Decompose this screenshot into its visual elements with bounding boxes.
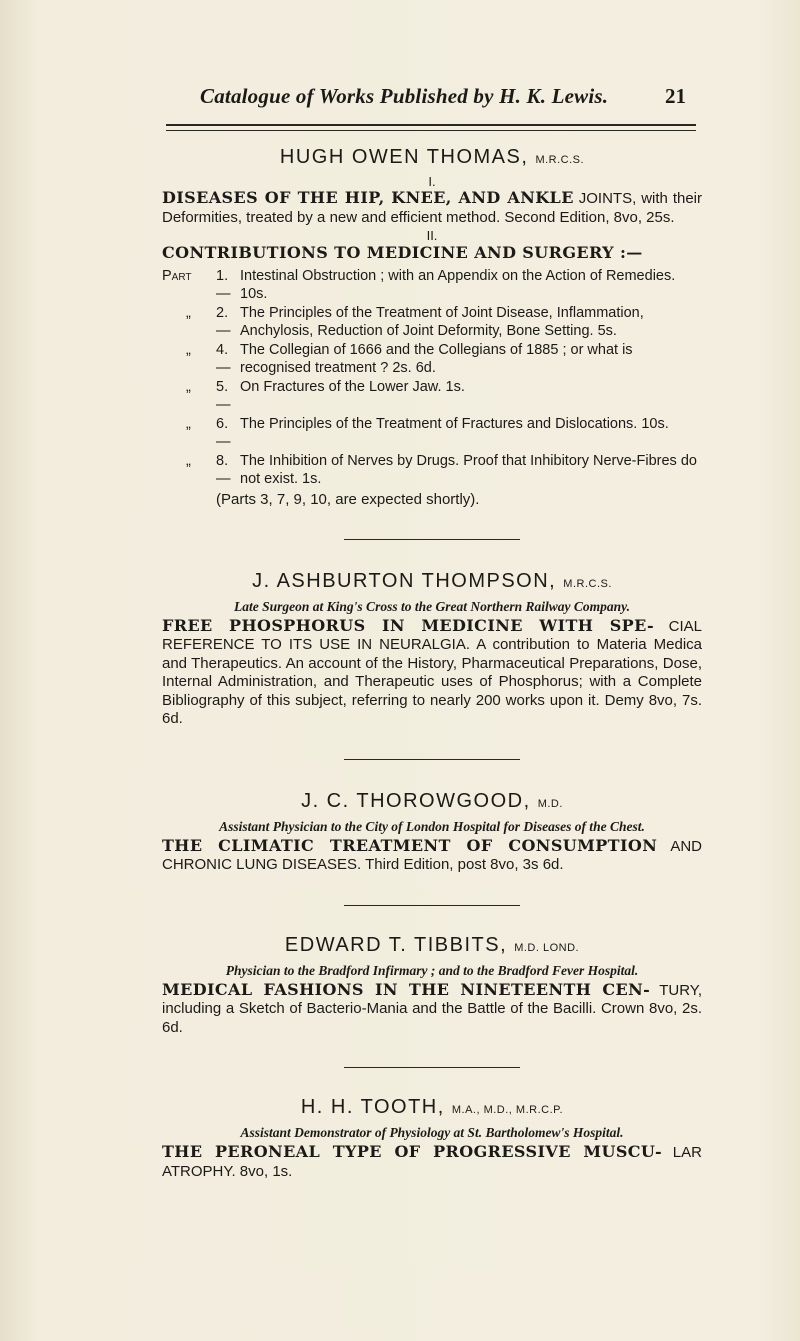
- author-name-text: EDWARD T. TIBBITS,: [284, 933, 508, 956]
- author-name: [162, 1096, 702, 1121]
- running-title: Catalogue of Works Published by H. K. Lewis.: [200, 84, 609, 108]
- author-degrees: M.D.: [537, 797, 563, 810]
- author-degrees: M.A., M.D., M.R.C.P.: [451, 1104, 564, 1116]
- part-number: 1.—: [216, 267, 231, 302]
- work-title: FREE PHOSPHORUS IN MEDICINE WITH SPE-: [162, 615, 655, 635]
- author-name: [162, 934, 702, 959]
- part-text: The Principles of the Treatment of Joint Disease, Inflammation, Anchylosis, Reduction of Joint Deformity, Bone Setting. 5s.: [240, 304, 644, 339]
- author-affiliation: Late Surgeon at King's Cross to the Great Northern Railway Company.: [234, 598, 630, 614]
- work-description: TURY, including a Sketch of Bacterio-Mania and the Battle of the Bacilli. Crown 8vo, 2s. 6d.: [162, 981, 702, 1036]
- author-name: [162, 570, 702, 595]
- part-number: 6.—: [216, 415, 231, 450]
- part-text: The Collegian of 1666 and the Collegians of 1885 ; or what is recognised treatment ? 2s. 6d.: [240, 341, 633, 376]
- part-number: 5.—: [216, 378, 231, 413]
- work-description: JOINTS, with their Deformities, treated by a new and efficient method. Second Edition, 8vo, 25s.: [162, 190, 702, 226]
- part-item: [162, 304, 702, 341]
- author-degrees: M.R.C.S.: [535, 154, 585, 166]
- part-lead: „: [186, 304, 191, 321]
- page-header: [166, 84, 696, 116]
- work-title: THE PERONEAL TYPE OF PROGRESSIVE MUSCU-: [162, 1142, 663, 1161]
- part-item: [162, 267, 702, 304]
- part-text: The Principles of the Treatment of Fractures and Dislocations. 10s.: [240, 415, 669, 432]
- work-entry: [162, 837, 702, 875]
- page-number: 21: [665, 84, 686, 108]
- part-text: On Fractures of the Lower Jaw. 1s.: [240, 378, 465, 395]
- work-entry: [162, 617, 702, 729]
- part-text: Intestinal Obstruction ; with an Appendix on the Action of Remedies. 10s.: [240, 267, 676, 302]
- work-numeral: I.: [428, 174, 436, 189]
- work-entry: [162, 981, 702, 1038]
- author-entry-thomas: [162, 146, 702, 509]
- section-divider: [344, 1067, 520, 1068]
- author-affiliation: Assistant Demonstrator of Physiology at St. Bartholomew's Hospital.: [240, 1125, 624, 1140]
- catalogue-content: [162, 140, 702, 1181]
- author-affiliation: Physician to the Bradford Infirmary ; and to the Bradford Fever Hospital.: [225, 962, 639, 978]
- author-name-text: J. ASHBURTON THOMPSON,: [252, 569, 557, 592]
- author-affiliation: Assistant Physician to the City of London Hospital for Diseases of the Chest.: [219, 818, 645, 834]
- work-title: MEDICAL FASHIONS IN THE NINETEENTH CEN-: [162, 979, 651, 999]
- part-number: 2.—: [216, 304, 231, 339]
- part-lead: Part: [162, 267, 192, 284]
- author-name: [162, 146, 702, 171]
- author-name-text: J. C. THOROWGOOD,: [301, 789, 531, 812]
- work-description: LAR ATROPHY. 8vo, 1s.: [162, 1144, 702, 1180]
- part-item: [162, 341, 702, 378]
- author-name: [162, 790, 702, 815]
- author-entry-thompson: [162, 570, 702, 729]
- part-number: 8.—: [216, 452, 231, 487]
- section-divider: [344, 539, 520, 540]
- part-lead: „: [186, 378, 191, 395]
- author-degrees: M.R.C.S.: [563, 577, 612, 590]
- part-number: 4.—: [216, 341, 231, 376]
- parts-list: [162, 267, 702, 489]
- section-divider: [344, 759, 520, 760]
- author-entry-tibbits: [162, 934, 702, 1038]
- work-entry: [162, 1143, 702, 1181]
- author-name-text: HUGH OWEN THOMAS,: [279, 146, 529, 168]
- part-item: [162, 415, 702, 452]
- part-item: [162, 378, 702, 415]
- part-lead: „: [186, 452, 191, 469]
- part-item: [162, 452, 702, 489]
- work-numeral: II.: [426, 228, 438, 243]
- work-description: AND CHRONIC LUNG DISEASES. Third Edition, post 8vo, 3s 6d.: [162, 837, 702, 873]
- work-title: DISEASES OF THE HIP, KNEE, AND ANKLE: [162, 188, 574, 207]
- author-degrees: M.D. LOND.: [514, 941, 580, 954]
- work-entry: [162, 244, 702, 264]
- work-entry: [162, 189, 702, 227]
- work-description: CIAL REFERENCE TO ITS USE IN NEURALGIA. A contribution to Materia Medica and Therapeutics. An account of the History, Pharmaceutical Preparations, Dose, Internal Administration, and Therapeutic uses of Phosphorus; with a Complete Bibliography of this subject, referring to nearly 200 works upon it. Demy 8vo, 7s. 6d.: [162, 617, 703, 727]
- author-name-text: H. H. TOOTH,: [300, 1096, 445, 1118]
- header-rule: [166, 124, 696, 131]
- part-lead: „: [186, 341, 191, 358]
- section-divider: [344, 905, 520, 906]
- work-title: CONTRIBUTIONS TO MEDICINE AND SURGERY :—: [162, 243, 643, 262]
- part-text: The Inhibition of Nerves by Drugs. Proof that Inhibitory Nerve-Fibres do not exist. 1s.: [240, 452, 697, 487]
- work-title: THE CLIMATIC TREATMENT OF CONSUMPTION: [162, 835, 658, 855]
- author-entry-thorowgood: [162, 790, 702, 875]
- part-lead: „: [186, 415, 191, 432]
- author-entry-tooth: [162, 1096, 702, 1181]
- parts-note: (Parts 3, 7, 9, 10, are expected shortly).: [216, 490, 480, 508]
